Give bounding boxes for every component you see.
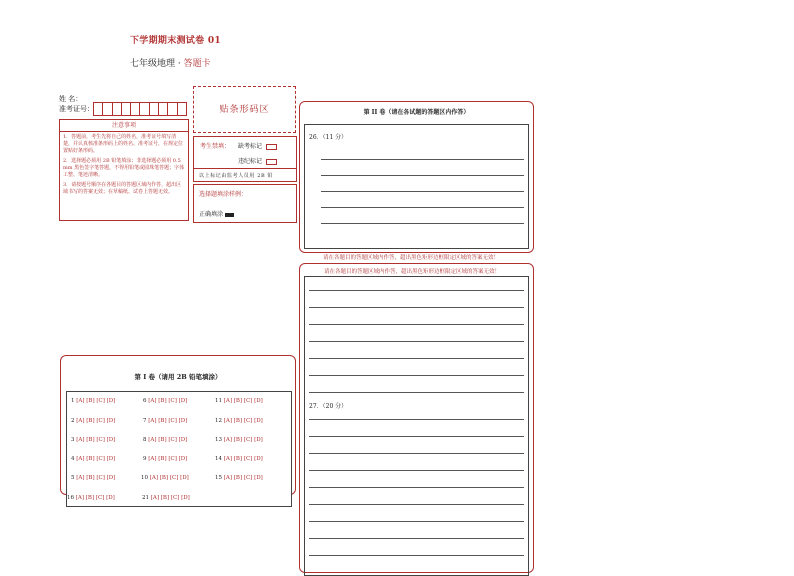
answer-line [321,223,524,224]
notice-item: 1．答题前，考生先将自己的姓名，准考证号填写清楚，并认真核准条形码上的姓名、准考证号，在规定位置贴好条形码。 [63,134,184,154]
absent-mark-row [238,141,277,150]
question-row[interactable]: 12 [A] [B] [C] [D] [215,418,263,424]
q26-answer-area[interactable] [304,124,529,249]
subject-label: 七年级地理 [130,59,176,69]
exam-number-boxes[interactable] [93,102,187,116]
answer-line [309,453,524,454]
question-row[interactable]: 13 [A] [B] [C] [D] [215,437,263,443]
warning-text: 请在各题目的答题区域内作答，超出黑色矩形边框限定区域的答案无效！ [323,255,500,261]
question-row[interactable]: 9 [A] [B] [C] [D] [143,456,188,462]
question-row[interactable]: 6 [A] [B] [C] [D] [143,398,188,404]
answer-line [309,307,524,308]
question-row[interactable]: 10 [A] [B] [C] [D] [141,475,189,481]
answer-line [321,207,524,208]
question-row[interactable]: 21 [A] [B] [C] [D] [142,495,190,501]
filled-mark-icon [225,213,234,217]
fill-example-box [193,184,297,223]
answer-line [309,341,524,342]
answer-line [309,358,524,359]
question-row[interactable]: 14 [A] [B] [C] [D] [215,456,263,462]
answer-line [309,487,524,488]
answer-sheet-title: 下学期期末测试卷 01 [130,36,221,46]
fill-example-correct [199,209,234,218]
answer-sheet-subtitle [130,56,211,69]
question-row[interactable]: 4 [A] [B] [C] [D] [71,456,116,462]
exam-status-title: 考生禁填： [200,143,231,150]
violation-mark-label: 违纪标记 [238,158,263,165]
answer-line [309,392,524,393]
exam-status-note: 以上标记由监考人员用 2B 铅 [199,173,274,179]
answer-line [309,504,524,505]
q27-answer-area[interactable] [304,276,529,576]
answer-line [309,538,524,539]
question-row[interactable]: 8 [A] [B] [C] [D] [143,437,188,443]
question-row[interactable]: 2 [A] [B] [C] [D] [71,418,116,424]
section-2-title: 第 II 卷（请在各试题的答题区内作答） [363,109,470,116]
answer-line [321,191,524,192]
divider [194,168,296,169]
q26-label: 26．（11 分） [309,134,348,141]
notice-heading: 注意事项 [60,120,188,132]
answer-line [309,436,524,437]
notice-item: 2．选择题必须用 2B 铅笔填涂；非选择题必须用 0.5 mm 黑色签字笔答题，不得用铅笔或圆珠笔答题；字体工整、笔迹清晰。 [63,158,185,178]
answer-line [309,375,524,376]
question-row[interactable]: 7 [A] [B] [C] [D] [143,418,188,424]
answer-line [309,324,524,325]
subtitle-separator: · [177,59,181,69]
fill-example-correct-label: 正确填涂 [199,211,224,218]
notice-box [59,119,189,221]
section-3-box [299,263,534,573]
barcode-area: 贴条形码区 [193,86,296,133]
answer-line [309,419,524,420]
section-1-answer-grid [66,391,292,507]
question-row[interactable]: 3 [A] [B] [C] [D] [71,437,116,443]
question-row[interactable]: 5 [A] [B] [C] [D] [71,475,116,481]
question-row[interactable]: 1 [A] [B] [C] [D] [71,398,116,404]
answer-line [309,470,524,471]
answer-line [321,175,524,176]
name-label: 姓 名： [59,95,83,103]
warning-text: 请在各题目的答题区域内作答，超出黑色矩形边框限定区域的答案无效！ [324,269,501,275]
section-1-title: 第 I 卷（请用 2B 铅笔填涂） [134,373,222,381]
exam-status-box [193,136,297,182]
answer-line [309,521,524,522]
violation-mark-checkbox[interactable] [266,159,277,165]
q27-label: 27．（20 分） [309,403,348,410]
question-row[interactable]: 11 [A] [B] [C] [D] [215,398,263,404]
answer-line [321,159,524,160]
section-1-box [60,355,296,501]
fill-example-title: 选择题填涂样例： [199,191,248,198]
card-label: 答题卡 [183,59,211,69]
answer-line [309,290,524,291]
answer-line [309,555,524,556]
section-2-box [299,101,534,253]
question-row[interactable]: 16 [A] [B] [C] [D] [67,495,115,501]
exam-number-label: 准考证号： [59,105,94,113]
violation-mark-row [238,156,277,165]
question-row[interactable]: 15 [A] [B] [C] [D] [215,475,263,481]
notice-item: 3．请按题号顺序在各题目的答题区域内作答，超出区域书写的答案无效；在草稿纸、试卷上答题无效。 [63,182,182,195]
absent-mark-label: 缺考标记 [238,143,263,150]
absent-mark-checkbox[interactable] [266,144,277,150]
